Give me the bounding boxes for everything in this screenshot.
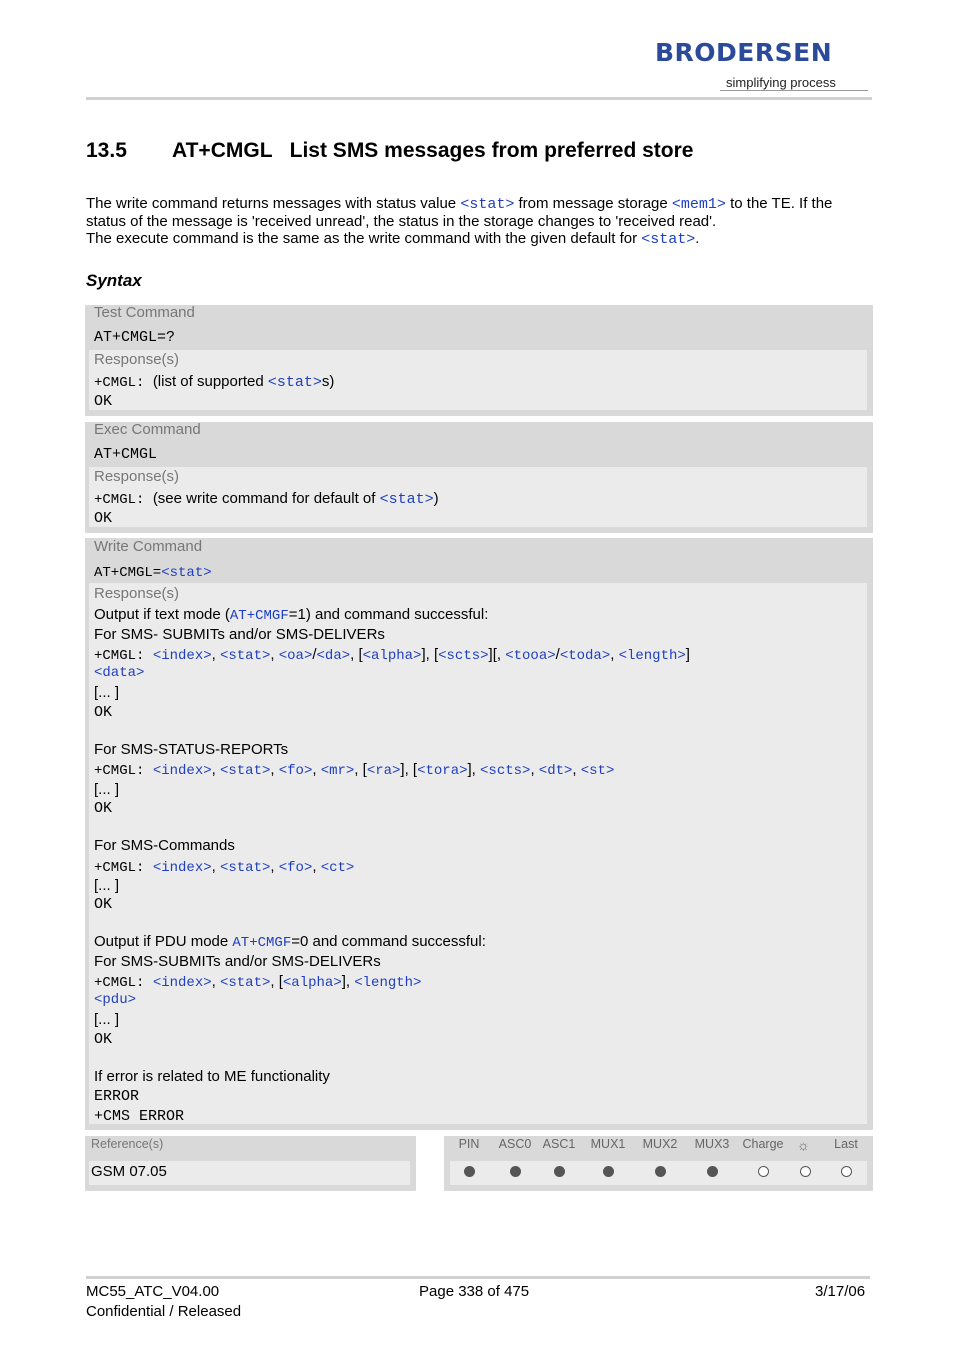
column-header: PIN xyxy=(458,1137,480,1151)
brand-tagline: simplifying process xyxy=(726,75,836,90)
status-reports-heading: For SMS-STATUS-REPORTs xyxy=(94,741,289,758)
param-link[interactable]: <index> xyxy=(152,763,212,779)
ellipsis: [... ] xyxy=(94,877,120,894)
footer-separator xyxy=(86,1276,870,1279)
separator-text: ], [ xyxy=(400,761,418,778)
section-number: 13.5 xyxy=(86,139,127,162)
syntax-heading: Syntax xyxy=(86,271,142,290)
pdu-mode-line: Output if PDU mode AT+CMGF=0 and command successful: xyxy=(94,933,486,951)
separator-text: , xyxy=(211,973,220,990)
separator-text: , [ xyxy=(354,761,367,778)
brand-name: BRODERSEN xyxy=(655,38,833,67)
exec-response-line: +CMGL: (see write command for default of <stat>) xyxy=(94,490,439,508)
response-prefix: +CMGL: xyxy=(94,860,153,876)
response-prefix: +CMGL: xyxy=(94,975,153,991)
separator-text: , [ xyxy=(350,646,363,663)
stat-link[interactable]: <stat> xyxy=(641,231,696,248)
param-link[interactable]: <mr> xyxy=(320,763,355,779)
sun-icon: ☼ xyxy=(797,1137,810,1153)
test-response-line: +CMGL: (list of supported <stat>s) xyxy=(94,373,335,391)
footer-doc-id: MC55_ATC_V04.00 xyxy=(86,1283,220,1300)
ok: OK xyxy=(94,896,113,913)
stat-link[interactable]: <stat> xyxy=(161,565,212,581)
separator-text: ][, xyxy=(488,646,506,663)
write-command: AT+CMGL=<stat> xyxy=(94,565,212,581)
separator-text: , xyxy=(270,646,279,663)
response-prefix: +CMGL: xyxy=(94,763,153,779)
error-heading: If error is related to ME functionality xyxy=(94,1068,330,1085)
param-link[interactable]: <tora> xyxy=(417,763,468,779)
empty-circle-icon xyxy=(758,1166,769,1177)
commands-heading: For SMS-Commands xyxy=(94,837,235,854)
separator-text: , xyxy=(270,761,279,778)
footer-status: Confidential / Released xyxy=(86,1303,242,1320)
param-link[interactable]: <stat> xyxy=(219,763,271,779)
column-header: Last xyxy=(834,1137,858,1151)
param-link[interactable]: <da> xyxy=(316,648,351,664)
separator-text: ], [ xyxy=(421,646,439,663)
test-command: AT+CMGL=? xyxy=(94,329,176,346)
empty-circle-icon xyxy=(841,1166,852,1177)
param-link[interactable]: <length> xyxy=(618,648,686,664)
ellipsis: [... ] xyxy=(94,781,120,798)
sms-submit-heading: For SMS- SUBMITs and/or SMS-DELIVERs xyxy=(94,626,385,643)
column-header: MUX2 xyxy=(642,1137,678,1151)
exec-command-label: Exec Command xyxy=(94,421,201,438)
reference-value: GSM 07.05 xyxy=(91,1163,167,1180)
header-rule xyxy=(720,90,868,91)
param-link[interactable]: <toda> xyxy=(559,648,611,664)
separator-text: / xyxy=(312,646,317,663)
stat-link[interactable]: <stat> xyxy=(267,374,322,391)
write-command-label: Write Command xyxy=(94,538,203,555)
cmgf-link[interactable]: AT+CMGF xyxy=(232,935,292,951)
param-link[interactable]: <index> xyxy=(152,975,212,991)
param-link[interactable]: <ct> xyxy=(320,860,355,876)
write-response-label: Response(s) xyxy=(94,585,180,602)
cms-error-response: +CMS ERROR xyxy=(94,1108,185,1125)
ok: OK xyxy=(94,704,113,721)
text-mode-line: Output if text mode (AT+CMGF=1) and command successful: xyxy=(94,606,489,624)
error-response: ERROR xyxy=(94,1088,140,1105)
exec-ok: OK xyxy=(94,510,113,527)
filled-circle-icon xyxy=(603,1166,614,1177)
text-mode-response-1 xyxy=(94,646,690,664)
column-header: Charge xyxy=(742,1137,784,1151)
filled-circle-icon xyxy=(655,1166,666,1177)
column-header: MUX3 xyxy=(694,1137,730,1151)
separator-text: ], xyxy=(467,761,481,778)
separator-text: / xyxy=(555,646,560,663)
param-link[interactable]: <stat> xyxy=(219,648,271,664)
reference-label: Reference(s) xyxy=(91,1137,164,1151)
param-link[interactable]: <length> xyxy=(354,975,422,991)
response-prefix: +CMGL: xyxy=(94,648,153,664)
separator-text: , xyxy=(572,761,581,778)
data-link[interactable]: <data> xyxy=(94,665,145,681)
separator-text: ], xyxy=(341,973,355,990)
separator-text: , xyxy=(312,761,321,778)
stat-link[interactable]: <stat> xyxy=(379,491,434,508)
param-link[interactable]: <alpha> xyxy=(362,648,422,664)
test-command-label: Test Command xyxy=(94,304,195,321)
footer-date: 3/17/06 xyxy=(815,1283,866,1300)
param-link[interactable]: <oa> xyxy=(278,648,313,664)
separator-text: , xyxy=(270,858,279,875)
footer-page: Page 338 of 475 xyxy=(419,1283,530,1300)
ellipsis: [... ] xyxy=(94,684,120,701)
param-link[interactable]: <st> xyxy=(580,763,615,779)
status-reports-response xyxy=(94,761,614,779)
ok: OK xyxy=(94,1031,113,1048)
pdu-mode-response xyxy=(94,973,421,991)
separator-text: , xyxy=(211,761,220,778)
test-ok: OK xyxy=(94,393,113,410)
param-link[interactable]: <scts> xyxy=(438,648,489,664)
intro-line-3: The execute command is the same as the write command with the given default for <stat>. xyxy=(86,230,700,248)
commands-response xyxy=(94,858,354,876)
param-link[interactable]: <stat> xyxy=(219,975,271,991)
ellipsis: [... ] xyxy=(94,1011,120,1028)
param-link[interactable]: <fo> xyxy=(278,860,313,876)
intro-line-2: status of the message is 'received unread', the status in the storage changes to 'received read'. xyxy=(86,213,717,230)
intro-line-1: The write command returns messages with status value <stat> from message storage <mem1> to the TE. If the xyxy=(86,195,833,213)
separator-text: , xyxy=(610,646,619,663)
filled-circle-icon xyxy=(554,1166,565,1177)
separator-text: , xyxy=(211,858,220,875)
pdu-link[interactable]: <pdu> xyxy=(94,992,137,1008)
param-link[interactable]: <index> xyxy=(152,648,212,664)
filled-circle-icon xyxy=(510,1166,521,1177)
brand-logo xyxy=(655,40,867,66)
param-link[interactable]: <dt> xyxy=(538,763,573,779)
stat-link[interactable]: <stat> xyxy=(460,196,515,213)
empty-circle-icon xyxy=(800,1166,811,1177)
param-link[interactable]: <alpha> xyxy=(282,975,342,991)
test-response-label: Response(s) xyxy=(94,351,180,368)
exec-response-label: Response(s) xyxy=(94,468,180,485)
cmgf-link[interactable]: AT+CMGF xyxy=(229,608,289,624)
param-link[interactable]: <stat> xyxy=(219,860,271,876)
column-header: ASC0 xyxy=(498,1137,532,1151)
ok: OK xyxy=(94,800,113,817)
param-link[interactable]: <ra> xyxy=(366,763,401,779)
exec-command: AT+CMGL xyxy=(94,446,158,463)
filled-circle-icon xyxy=(707,1166,718,1177)
param-link[interactable]: <index> xyxy=(152,860,212,876)
param-link[interactable]: <fo> xyxy=(278,763,313,779)
column-header: ASC1 xyxy=(542,1137,576,1151)
separator-text: , [ xyxy=(270,973,283,990)
sms-submit-heading-2: For SMS-SUBMITs and/or SMS-DELIVERs xyxy=(94,953,381,970)
column-header: MUX1 xyxy=(590,1137,626,1151)
separator-text: ] xyxy=(685,646,690,663)
header-separator xyxy=(86,97,872,100)
mem1-link[interactable]: <mem1> xyxy=(671,196,726,213)
param-link[interactable]: <scts> xyxy=(480,763,531,779)
filled-circle-icon xyxy=(464,1166,475,1177)
section-title: AT+CMGL List SMS messages from preferred store xyxy=(172,139,694,162)
separator-text: , xyxy=(312,858,321,875)
separator-text: , xyxy=(530,761,539,778)
param-link[interactable]: <tooa> xyxy=(505,648,556,664)
separator-text: , xyxy=(211,646,220,663)
